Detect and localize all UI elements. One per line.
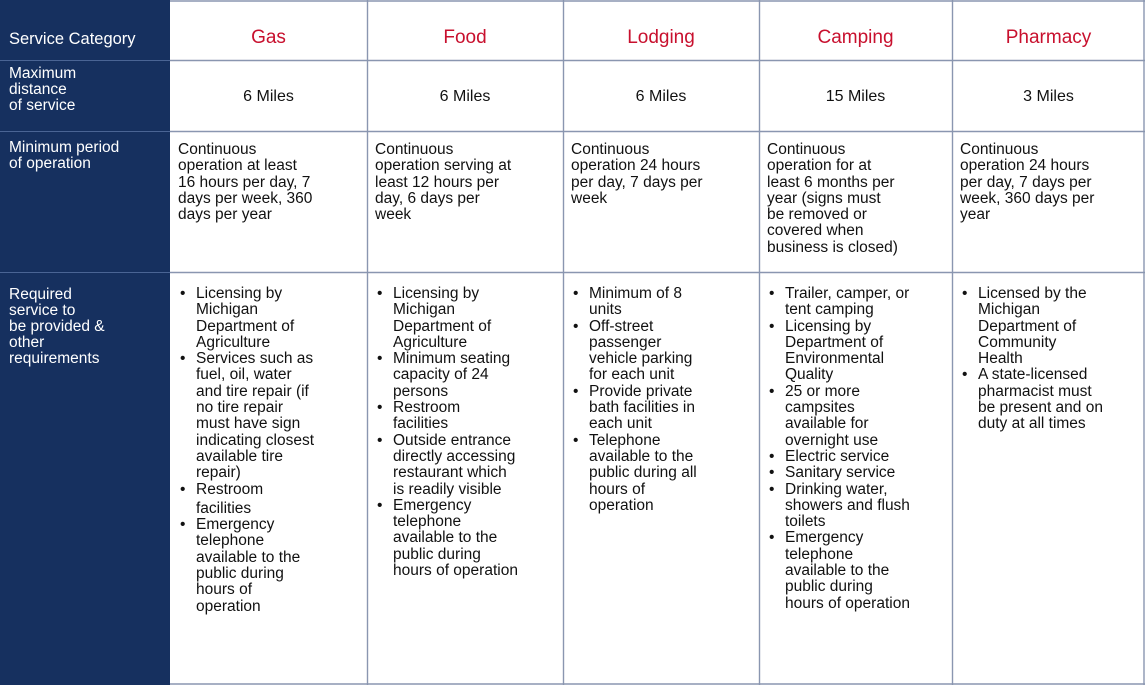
bullet-icon: • [377,350,383,368]
bullet-line: toilets [785,513,826,531]
period-line: least 12 hours per [375,173,500,191]
period-line: year (signs must [767,189,881,207]
bullet-line: indicating closest [196,431,315,449]
row-label-line: requirements [9,350,100,367]
bullet-item [769,530,946,611]
column-header-label: Gas [251,27,286,48]
period-line: year [960,206,991,224]
requirements-cell-camping [759,272,952,685]
row-label-min-period [0,131,170,272]
row-label-max-distance [0,60,170,131]
bullet-line: hours of [196,581,253,599]
bullet-line: pharmacist must [978,382,1092,400]
bullet-item [377,433,557,498]
column-header-pharmacy [952,0,1145,60]
bullet-line: Agriculture [393,333,468,351]
column-header-label: Camping [817,27,894,48]
bullet-icon: • [180,516,186,534]
row-label-line: Required [9,286,72,303]
period-line: be removed or [767,206,867,224]
bullet-line: available for [785,415,869,433]
bullet-item [180,351,361,481]
bullet-line: hours of operation [785,594,910,612]
bullet-line: passenger [589,333,662,351]
bullet-line: repair) [196,464,241,482]
bullet-item [769,482,946,531]
bullet-line: A state-licensed [978,366,1088,384]
bullet-item [573,286,753,319]
bullet-item [769,449,946,465]
bullet-line: Drinking water, [785,480,888,498]
bullet-line: Agriculture [196,333,271,351]
bullet-line: campsites [785,399,855,417]
period-line: least 6 months per [767,173,895,191]
bullet-line: Off-street [589,317,654,335]
row-label-text: Service Category [9,30,136,48]
bullet-line: Michigan [196,301,259,319]
bullet-icon: • [377,285,383,302]
bullet-item [180,482,361,518]
period-line: operation at least [178,157,297,175]
bullet-item [962,286,1139,367]
bullet-icon: • [180,285,186,302]
requirements-cell-pharmacy [952,272,1145,685]
distance-value: 3 Miles [1023,87,1074,105]
period-line: day, 6 days per [375,189,480,207]
bullet-icon: • [769,447,775,465]
bullet-icon: • [573,382,579,400]
period-line: Continuous [178,141,257,158]
period-line: operation 24 hours [571,157,701,175]
bullet-item [769,384,946,449]
bullet-line: Quality [785,366,834,384]
bullet-icon: • [769,464,775,482]
requirements-cell-food [367,272,563,685]
period-cell-pharmacy [952,131,1145,272]
bullet-line: Restroom [393,399,461,417]
bullet-icon: • [377,496,383,514]
bullet-line: restaurant which [393,464,507,482]
row-label-line: Maximum [9,65,77,82]
bullet-line: telephone [196,532,265,550]
row-label-line: service to [9,302,76,319]
bullet-line: Electric service [785,447,890,465]
period-cell-camping [759,131,952,272]
bullet-line: Licensing by [785,317,872,335]
period-line: 16 hours per day, 7 [178,173,311,191]
bullet-line: Licensing by [196,285,283,302]
bullet-item [377,400,557,433]
bullet-line: capacity of 24 [393,366,489,384]
bullet-icon: • [769,480,775,498]
period-line: days per week, 360 [178,189,313,207]
bullet-line: Department of [785,333,884,351]
bullet-item [180,517,361,615]
bullet-line: be present and on [978,399,1103,417]
bullet-line: Environmental [785,350,885,368]
bullet-item [377,351,557,400]
period-line: week [571,189,608,207]
bullet-line: Licensed by the [978,285,1087,302]
bullet-item [769,465,946,481]
bullet-line: no tire repair [196,399,284,417]
period-line: days per year [178,206,272,224]
bullet-line: Department of [393,317,492,335]
bullet-icon: • [769,317,775,335]
bullet-item [573,433,753,514]
bullet-line: hours of [589,480,646,498]
bullet-item [962,367,1139,432]
column-header-label: Food [443,27,487,48]
bullet-line: telephone [785,545,854,563]
bullet-line: Provide private [589,382,693,400]
bullet-line: directly accessing [393,447,516,465]
period-line: covered when [767,222,864,240]
bullet-line: tent camping [785,301,874,319]
bullet-line: public during [785,578,873,596]
bullet-line: Sanitary service [785,464,896,482]
bullet-line: Telephone [589,431,661,449]
requirements-cell-gas [170,272,367,685]
bullet-line: Department of [196,317,295,335]
distance-cell-lodging [563,60,759,131]
period-cell-food [367,131,563,272]
bullet-line: operation [589,496,654,514]
bullet-line: Outside entrance [393,431,512,449]
bullet-line: Community [978,333,1057,351]
column-header-label: Lodging [627,27,695,48]
row-label-line: of service [9,97,76,114]
period-line: per day, 7 days per [960,173,1092,191]
bullet-item [180,286,361,351]
column-header-label: Pharmacy [1005,27,1092,48]
column-header-gas [170,0,367,60]
bullet-item [769,319,946,384]
bullet-line: Emergency [393,496,472,514]
bullet-line: hours of operation [393,562,518,580]
distance-value: 6 Miles [439,87,491,105]
bullet-line: duty at all times [978,415,1086,433]
bullet-line: public during [196,565,284,583]
distance-cell-camping [759,60,952,131]
bullet-line: facilities [196,499,252,517]
period-cell-gas [170,131,367,272]
bullet-line: available to the [196,548,301,566]
period-line: Continuous [375,141,454,158]
bullet-line: fuel, oil, water [196,366,292,384]
bullet-line: public during [393,545,481,563]
period-line: operation for at [767,157,872,175]
column-header-camping [759,0,952,60]
bullet-icon: • [180,350,186,368]
period-line: operation serving at [375,157,512,175]
row-label-line: of operation [9,155,91,172]
bullet-item [377,498,557,579]
bullet-icon: • [180,480,186,498]
bullet-line: Minimum of 8 [589,285,683,302]
period-line: operation 24 hours [960,157,1090,175]
bullet-line: telephone [393,513,462,531]
row-label-required [0,272,170,685]
row-label-line: be provided & [9,318,105,335]
bullet-line: Licensing by [393,285,480,302]
bullet-line: persons [393,382,449,400]
column-header-lodging [563,0,759,60]
bullet-line: showers and flush [785,496,910,514]
bullet-icon: • [769,529,775,547]
bullet-icon: • [769,382,775,400]
period-line: Continuous [571,141,650,158]
bullet-line: 25 or more [785,382,860,400]
distance-value: 6 Miles [635,87,687,105]
bullet-icon: • [573,317,579,335]
bullet-icon: • [962,366,968,384]
bullet-line: Michigan [393,301,456,319]
bullet-line: available to the [393,529,498,547]
bullet-line: bath facilities in [589,399,695,417]
period-line: Continuous [960,141,1039,158]
bullet-line: available to the [589,447,694,465]
bullet-line: Michigan [978,301,1041,319]
bullet-line: facilities [393,415,449,433]
bullet-line: operation [196,597,261,615]
bullet-line: and tire repair (if [196,382,309,400]
bullet-line: each unit [589,415,652,433]
bullet-line: Services such as [196,350,314,368]
bullet-icon: • [962,285,968,302]
bullet-item [573,384,753,433]
bullet-icon: • [377,399,383,417]
period-line: business is closed) [767,238,898,256]
bullet-icon: • [377,431,383,449]
row-label-line: Minimum period [9,139,120,156]
bullet-line: overnight use [785,431,879,449]
bullet-item [769,286,946,319]
bullet-line: Minimum seating [393,350,511,368]
bullet-line: units [589,301,622,319]
distance-value: 15 Miles [825,87,886,105]
bullet-line: Emergency [196,516,275,534]
bullet-line: must have sign [196,415,301,433]
period-line: per day, 7 days per [571,173,703,191]
distance-cell-gas [170,60,367,131]
bullet-item [573,319,753,384]
period-line: week, 360 days per [960,189,1095,207]
bullet-line: Department of [978,317,1077,335]
bullet-line: available tire [196,447,284,465]
row-label-line: distance [9,81,67,98]
bullet-icon: • [573,285,579,302]
bullet-icon: • [769,285,775,302]
period-cell-lodging [563,131,759,272]
distance-cell-pharmacy [952,60,1145,131]
bullet-icon: • [573,431,579,449]
period-line: Continuous [767,141,846,158]
bullet-line: Trailer, camper, or [785,285,910,302]
bullet-line: Restroom [196,480,264,498]
bullet-item [377,286,557,351]
period-line: week [375,206,412,224]
requirements-cell-lodging [563,272,759,685]
distance-cell-food [367,60,563,131]
column-header-food [367,0,563,60]
bullet-line: available to the [785,562,890,580]
bullet-line: Health [978,350,1023,368]
bullet-line: for each unit [589,366,675,384]
bullet-line: public during all [589,464,697,482]
bullet-line: is readily visible [393,480,502,498]
distance-value: 6 Miles [243,87,294,105]
row-label-service-category [0,0,170,60]
bullet-line: Emergency [785,529,864,547]
row-label-line: other [9,334,45,351]
bullet-line: vehicle parking [589,350,693,368]
